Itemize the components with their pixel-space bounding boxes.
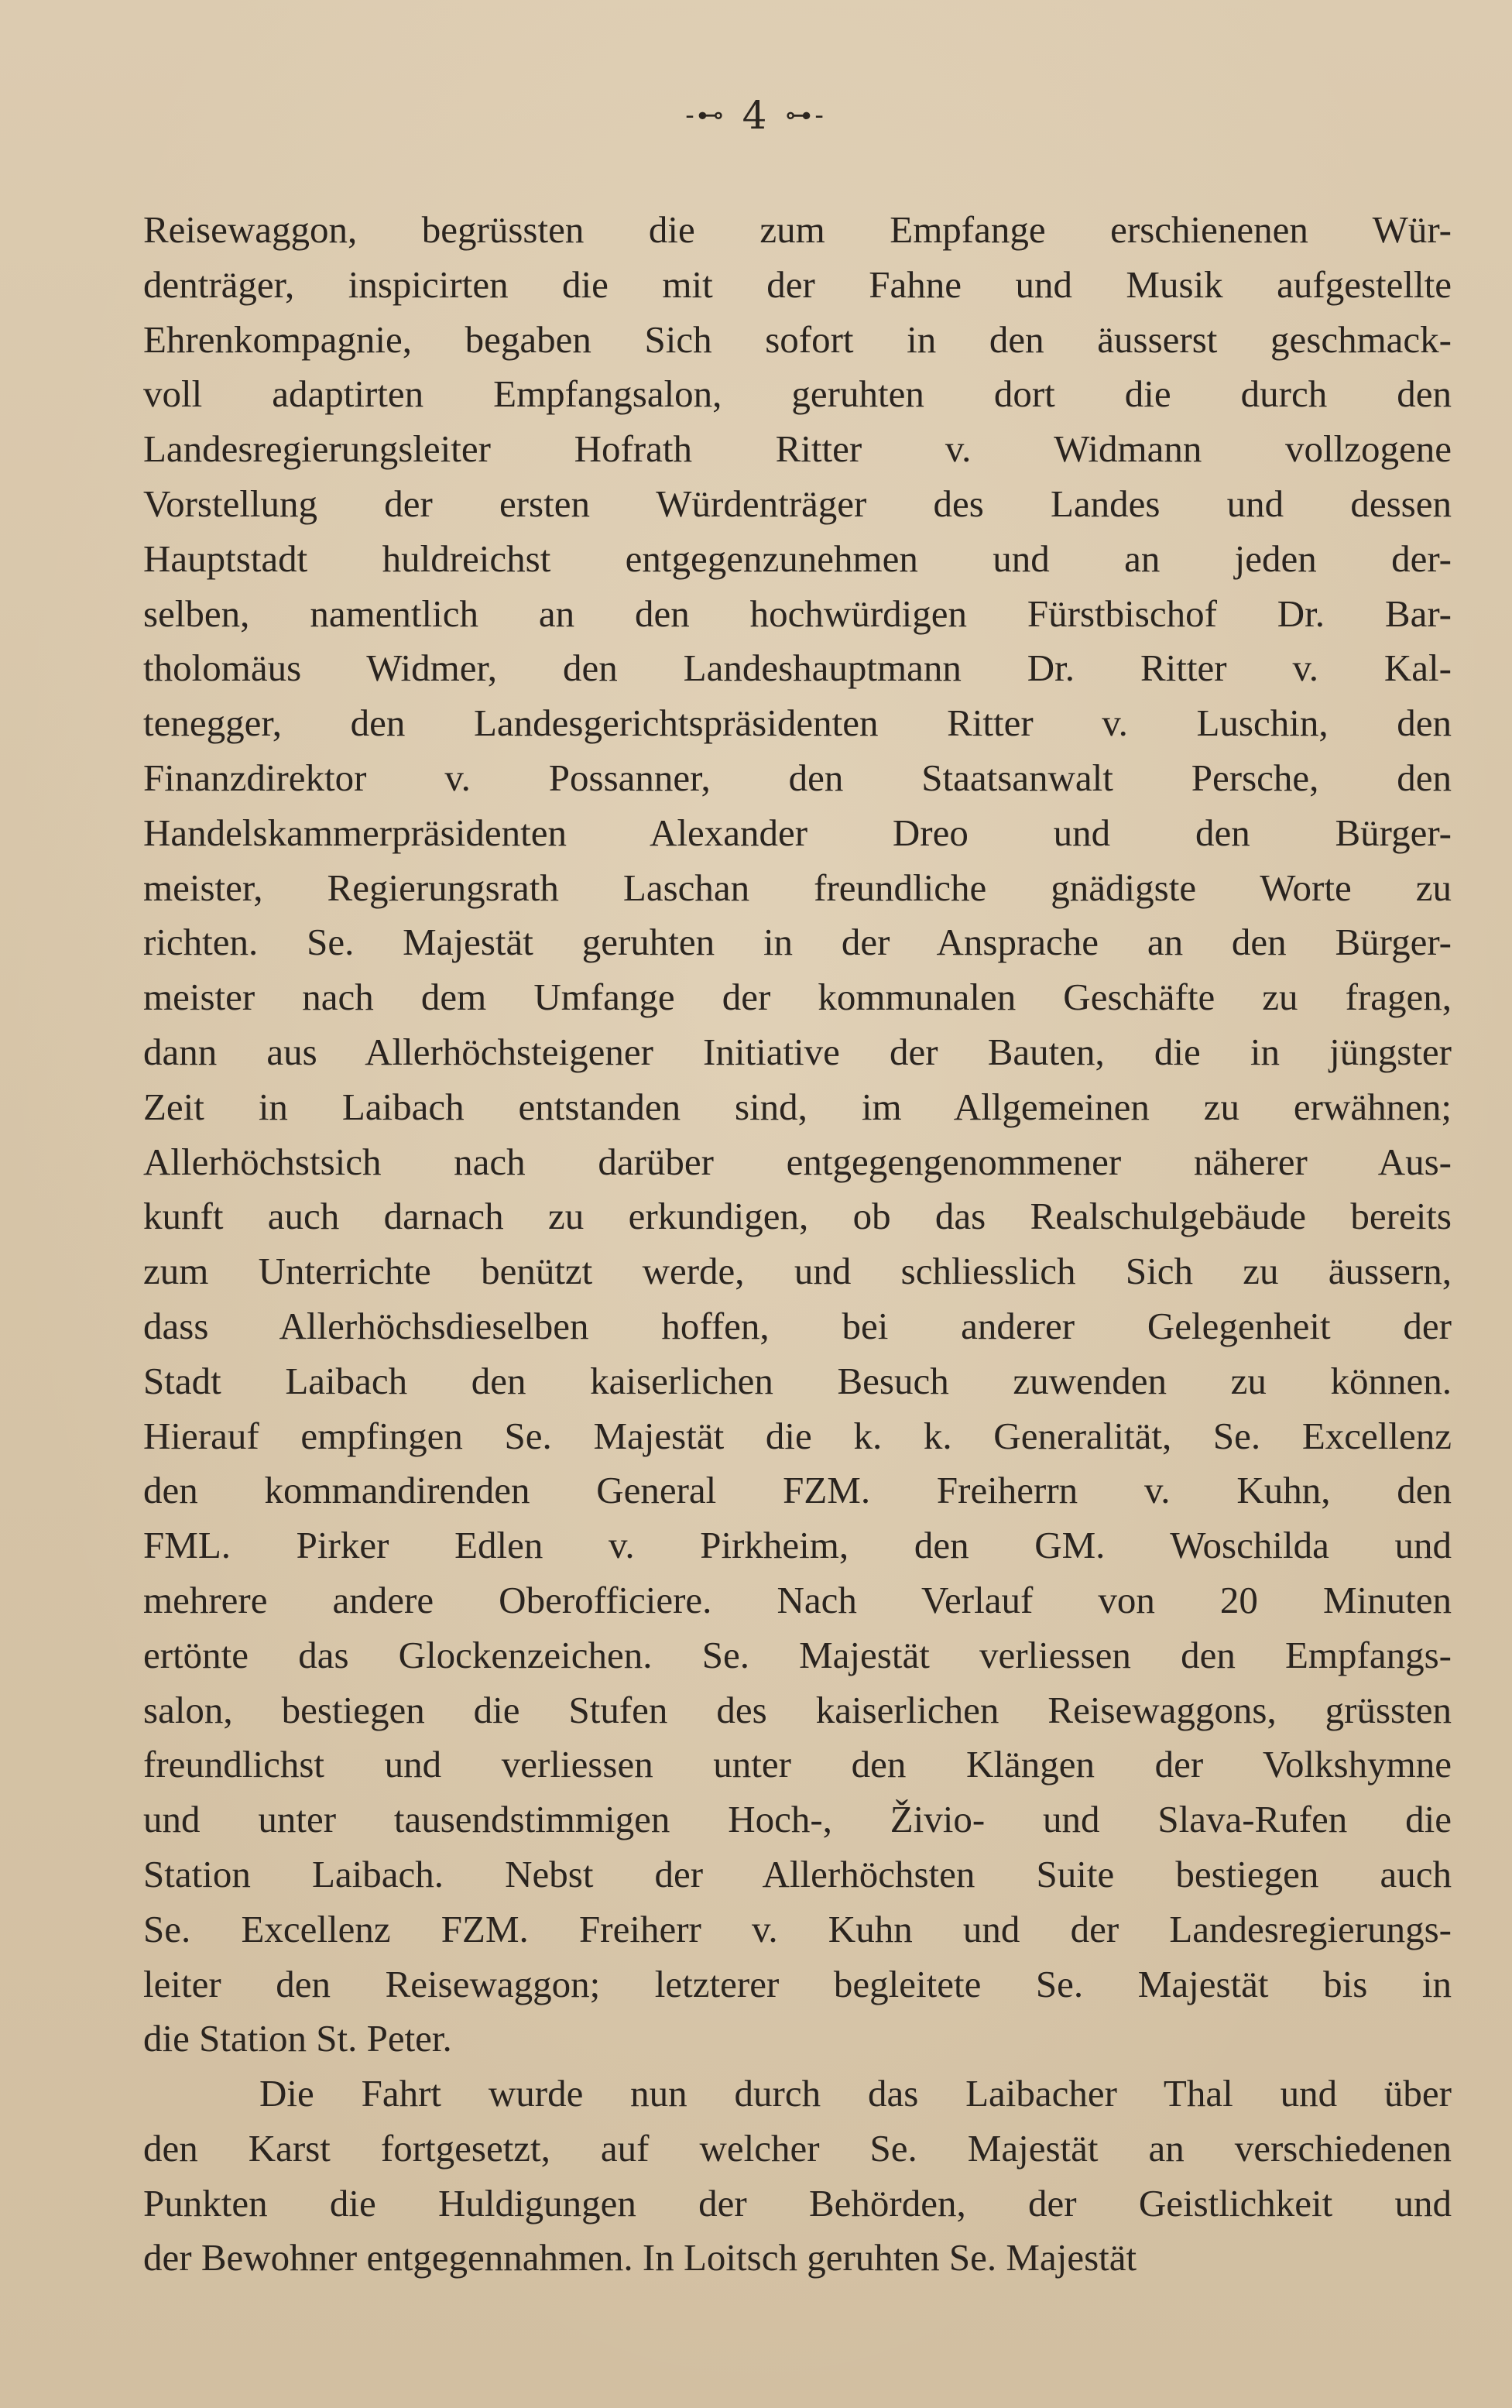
text-line: Station Laibach. Nebst der Allerhöchsten Suite bestiegen auch bbox=[143, 1852, 1452, 1895]
text-line: tholomäus Widmer, den Landeshauptmann Dr. Ritter v. Kal- bbox=[143, 647, 1452, 690]
text-line: meister nach dem Umfange der kommunalen Geschäfte zu fragen, bbox=[143, 976, 1452, 1019]
text-line: Landesregierungsleiter Hofrath Ritter v. Widmann vollzogene bbox=[143, 427, 1452, 471]
text-line: tenegger, den Landesgerichtspräsidenten Ritter v. Luschin, den bbox=[143, 701, 1452, 745]
text-line: mehrere andere Oberofficiere. Nach Verlauf von 20 Minuten bbox=[143, 1578, 1452, 1621]
text-line: voll adaptirten Empfangsalon, geruhten dort die durch den bbox=[143, 372, 1452, 416]
text-line: selben, namentlich an den hochwürdigen Fürstbischof Dr. Bar- bbox=[143, 592, 1452, 635]
right-ornament: ⊶- bbox=[785, 100, 827, 131]
text-line: dann aus Allerhöchsteigener Initiative der Bauten, die in jüngster bbox=[143, 1030, 1452, 1073]
text-line: Zeit in Laibach entstanden sind, im Allgemeinen zu erwähnen; bbox=[143, 1085, 1452, 1128]
text-line: der Bewohner entgegennahmen. In Loitsch geruhten Se. Majestät bbox=[143, 2236, 1137, 2279]
text-line: salon, bestiegen die Stufen des kaiserlichen Reisewaggons, grüssten bbox=[143, 1688, 1452, 1731]
text-line: ertönte das Glockenzeichen. Se. Majestät verliessen den Empfangs- bbox=[143, 1633, 1452, 1676]
text-line: den Karst fortgesetzt, auf welcher Se. Majestät an verschiedenen bbox=[143, 2126, 1452, 2170]
text-line: dass Allerhöchsdieselben hoffen, bei anderer Gelegenheit der bbox=[143, 1304, 1452, 1347]
text-line: kunft auch darnach zu erkundigen, ob das Realschulgebäude bereits bbox=[143, 1195, 1452, 1238]
text-line: Stadt Laibach den kaiserlichen Besuch zuwenden zu können. bbox=[143, 1359, 1452, 1402]
text-line: Punkten die Huldigungen der Behörden, der Geistlichkeit und bbox=[143, 2181, 1452, 2224]
text-line: und unter tausendstimmigen Hoch-, Živio- und Slava-Rufen die bbox=[143, 1798, 1452, 1841]
text-line: Hauptstadt huldreichst entgegenzunehmen und an jeden der- bbox=[143, 537, 1452, 580]
text-line: Vorstellung der ersten Würdenträger des Landes und dessen bbox=[143, 482, 1452, 525]
text-line: FML. Pirker Edlen v. Pirkheim, den GM. Woschilda und bbox=[143, 1524, 1452, 1567]
text-line: Hierauf empfingen Se. Majestät die k. k. Generalität, Se. Excellenz bbox=[143, 1414, 1452, 1457]
paragraph-1 bbox=[143, 203, 1452, 2067]
text-line: den kommandirenden General FZM. Freiherrn v. Kuhn, den bbox=[143, 1469, 1452, 1512]
page-number-header bbox=[0, 93, 1512, 138]
text-line: leiter den Reisewaggon; letzterer begleitete Se. Majestät bis in bbox=[143, 1962, 1452, 2005]
page-number: 4 bbox=[742, 93, 770, 138]
body-text bbox=[143, 203, 1452, 2286]
text-line: zum Unterrichte benützt werde, und schliesslich Sich zu äussern, bbox=[143, 1250, 1452, 1293]
text-line: Allerhöchstsich nach darüber entgegengenommener näherer Aus- bbox=[143, 1140, 1452, 1183]
text-line: richten. Se. Majestät geruhten in der Ansprache an den Bürger- bbox=[143, 921, 1452, 964]
text-line: Se. Excellenz FZM. Freiherr v. Kuhn und der Landesregierungs- bbox=[143, 1907, 1452, 1950]
text-line: die Station St. Peter. bbox=[143, 2017, 452, 2060]
text-line: Finanzdirektor v. Possanner, den Staatsanwalt Persche, den bbox=[143, 756, 1452, 799]
left-ornament: -⊷ bbox=[685, 100, 727, 131]
text-line: Ehrenkompagnie, begaben Sich sofort in den äusserst geschmack- bbox=[143, 317, 1452, 361]
text-line: denträger, inspicirten die mit der Fahne und Musik aufgestellte bbox=[143, 262, 1452, 306]
paragraph-2 bbox=[143, 2067, 1452, 2286]
text-line: Reisewaggon, begrüssten die zum Empfange erschienenen Wür- bbox=[143, 208, 1452, 251]
text-line: freundlichst und verliessen unter den Klängen der Volkshymne bbox=[143, 1743, 1452, 1786]
text-line: Handelskammerpräsidenten Alexander Dreo und den Bürger- bbox=[143, 811, 1452, 854]
text-line: meister, Regierungsrath Laschan freundliche gnädigste Worte zu bbox=[143, 866, 1452, 909]
text-line: Die Fahrt wurde nun durch das Laibacher Thal und über bbox=[259, 2072, 1452, 2115]
